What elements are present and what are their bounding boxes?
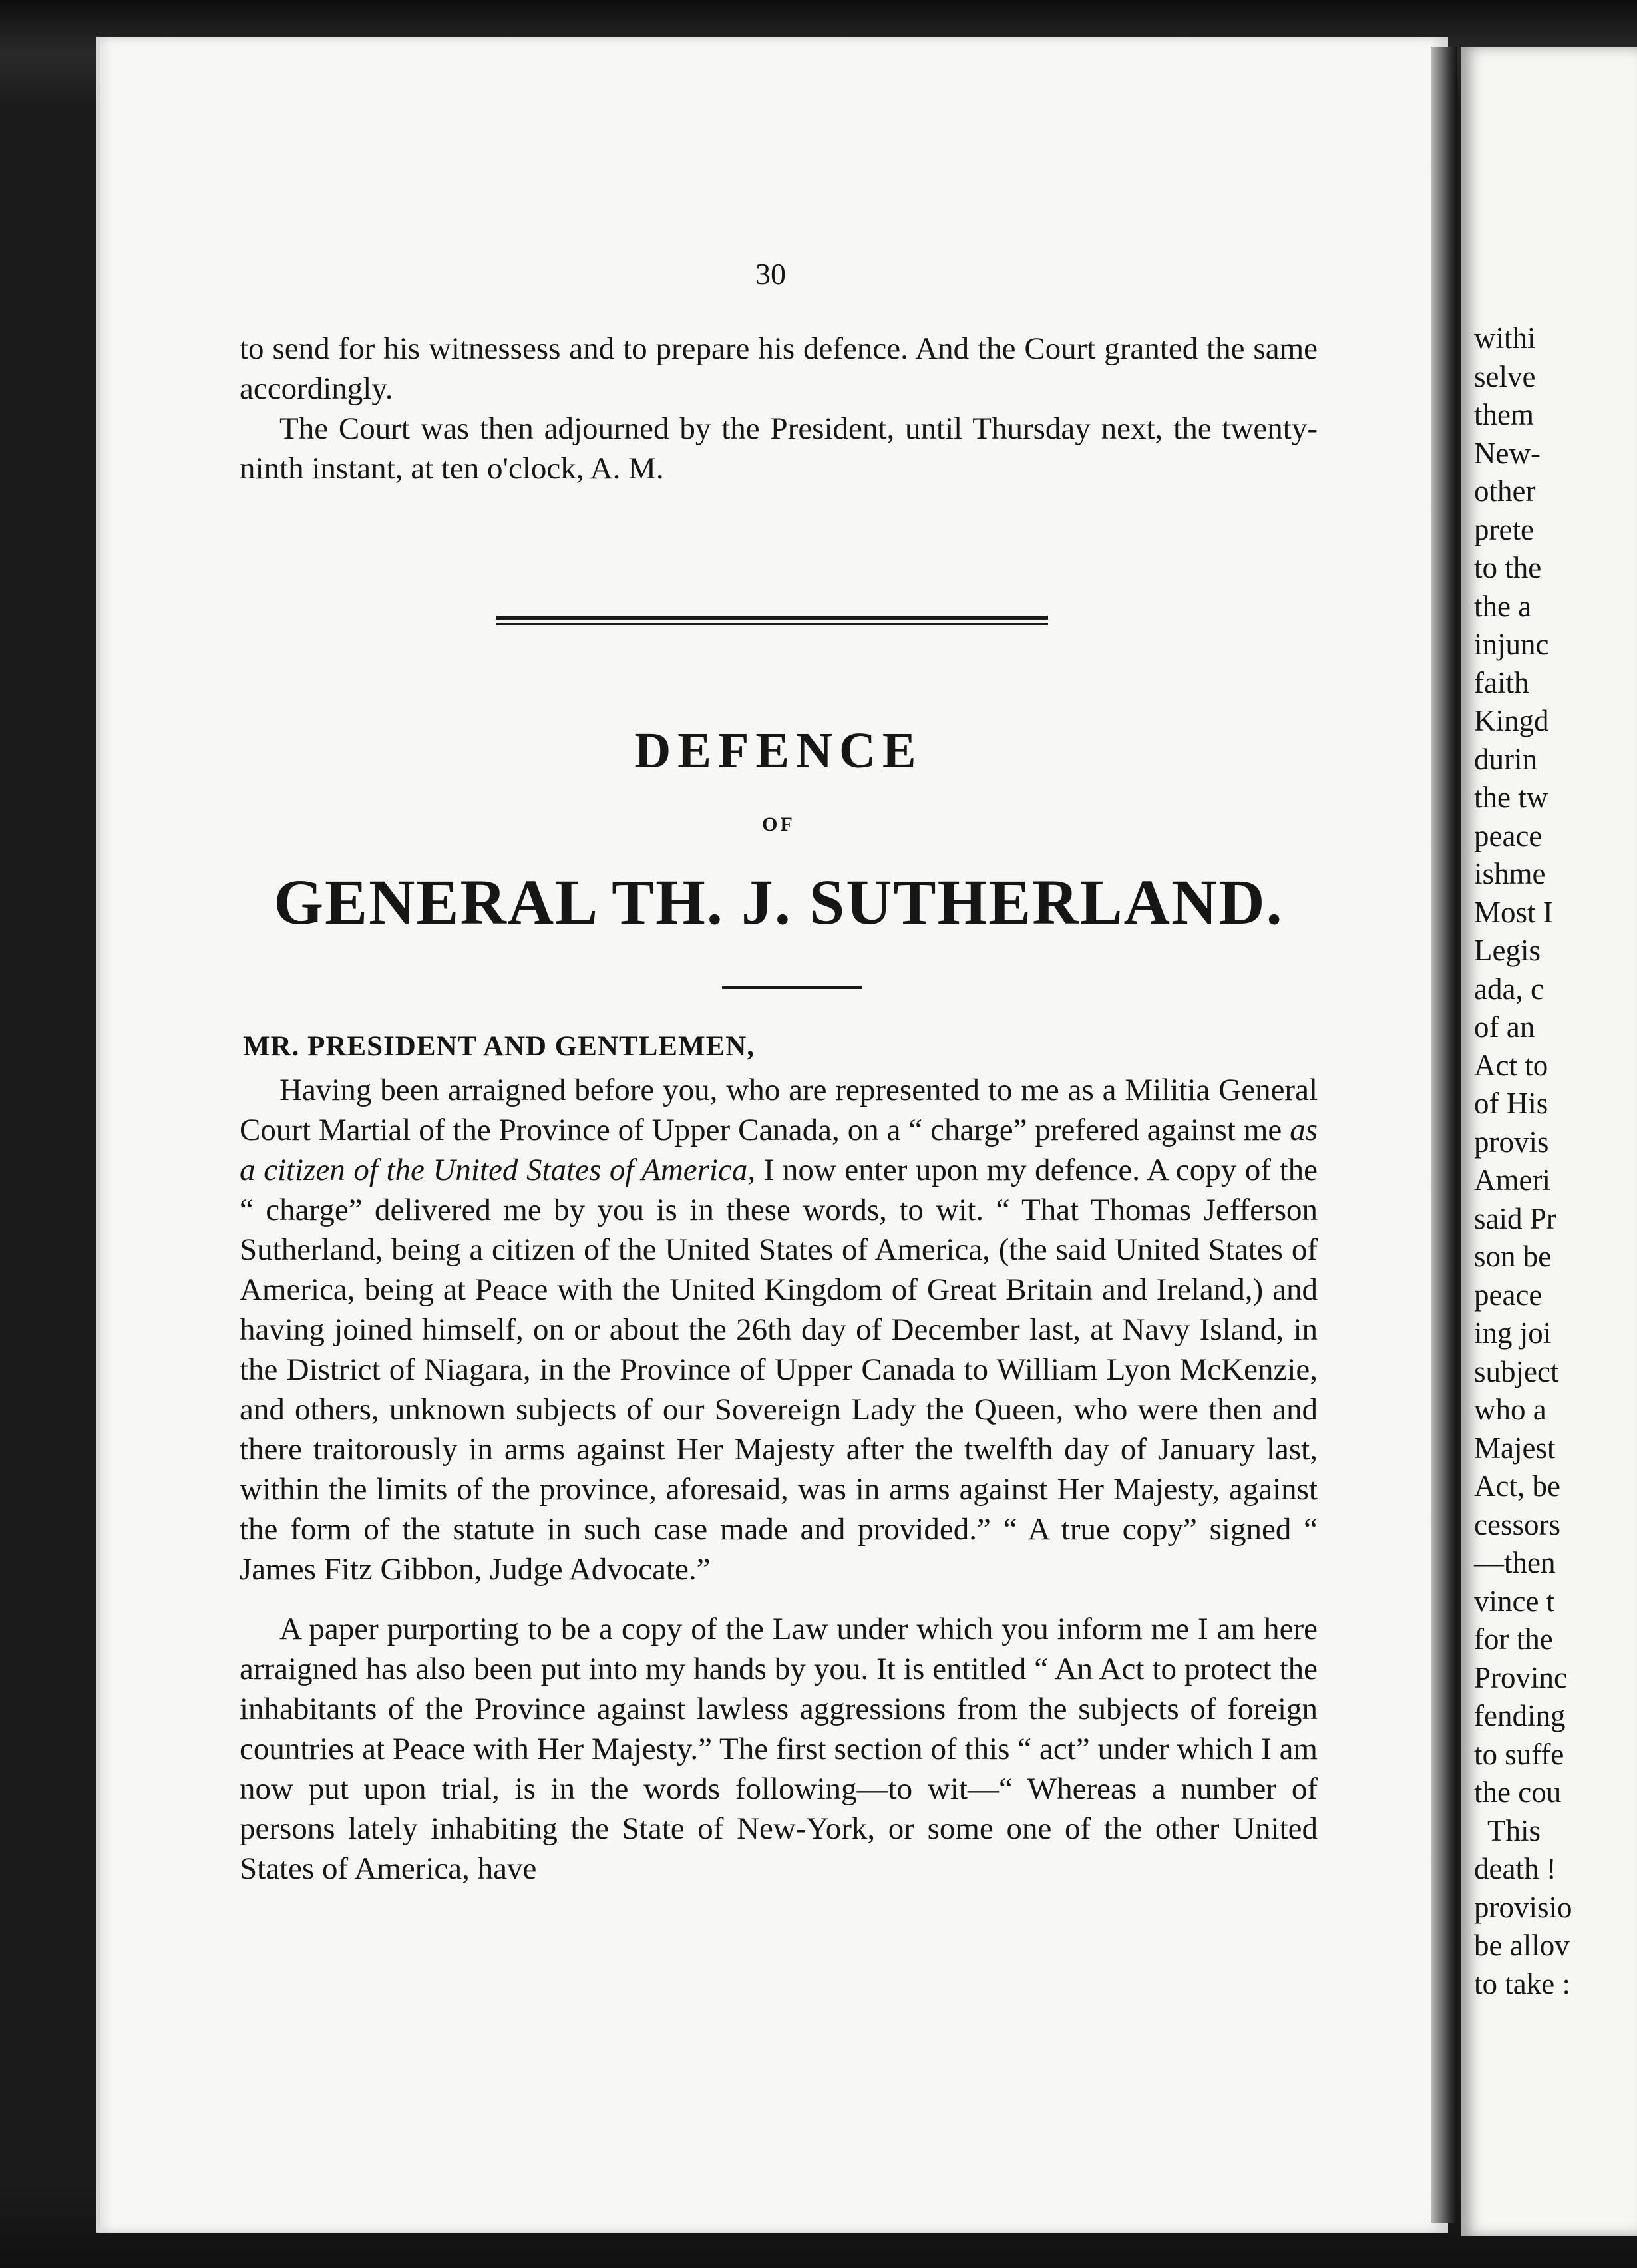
facing-page-line: the tw [1474, 781, 1548, 814]
facing-page-line: ada, c [1474, 972, 1544, 1006]
facing-page-line: Ameri [1474, 1163, 1550, 1197]
body-paragraph-1-part-a: Having been arraigned before you, who are represented to me as a Militia General Court Martial of the Province of Upper Canada, on a “ charge” prefered against me [240, 1073, 1318, 1147]
facing-page-line: son be [1474, 1240, 1552, 1273]
facing-page-line: fending [1474, 1699, 1566, 1732]
facing-page-line: to the [1474, 551, 1542, 584]
facing-page-line: Legis [1474, 934, 1541, 967]
facing-page-line: to take : [1474, 1967, 1570, 2000]
facing-page-line: injunc [1474, 628, 1549, 661]
facing-page-line: ing joi [1474, 1316, 1552, 1350]
facing-page-line: them [1474, 398, 1534, 431]
facing-page-line: Most I [1474, 895, 1553, 929]
body-paragraph-1-italic: as a citizen of the United States of America, [240, 1113, 1318, 1187]
facing-page-line: subject [1474, 1354, 1559, 1388]
section-divider [496, 616, 1048, 625]
title-name: GENERAL TH. J. SUTHERLAND. [273, 866, 1284, 938]
facing-page-line: of His [1474, 1087, 1548, 1120]
intro-text [240, 329, 1318, 488]
intro-paragraph-2: The Court was then adjourned by the President, until Thursday next, the twenty-ninth instant, at ten o'clock, A. M. [240, 411, 1318, 486]
facing-page-line: This [1487, 1813, 1541, 1847]
title-underline [722, 986, 862, 989]
facing-page-line: peace [1474, 819, 1543, 852]
facing-page-line: death ! [1474, 1852, 1556, 1885]
facing-page-line: Kingd [1474, 704, 1549, 737]
defence-body [240, 1070, 1318, 1889]
intro-paragraph-1: to send for his witnessess and to prepare his defence. And the Court granted the same accordingly. [240, 331, 1318, 406]
facing-page-line: Act, be [1474, 1469, 1560, 1503]
facing-page-line: peace [1474, 1278, 1543, 1312]
facing-page-line: withi [1474, 321, 1536, 355]
facing-page-line: who a [1474, 1393, 1546, 1426]
facing-page-line: said Pr [1474, 1201, 1556, 1235]
body-paragraph-1 [240, 1070, 1318, 1589]
body-paragraph-2: A paper purporting to be a copy of the Law under which you inform me I am here arraigned has also been put into my hands by you. It is entitled “ An Act to protect the inhabitants of the Province against lawless aggressions from the subjects of foreign countries at Peace with Her Majesty.” The first section of this “ act” under which I am now put upon trial, is in the words following—to wit—“ Whereas a number of persons lately inhabiting the State of New-York, or some one of the other United States of America, have [240, 1612, 1318, 1886]
page-number: 30 [755, 257, 786, 291]
facing-page-line: the cou [1474, 1776, 1562, 1809]
facing-page-line: provis [1474, 1125, 1549, 1159]
facing-page-line: the a [1474, 589, 1532, 623]
facing-page-line: —then [1474, 1546, 1556, 1579]
facing-page-line: cessors [1474, 1507, 1560, 1541]
book-gutter [1431, 47, 1457, 2223]
facing-page-line: to suffe [1474, 1737, 1564, 1771]
facing-page-line: ishme [1474, 857, 1546, 890]
facing-page-line: New- [1474, 436, 1541, 470]
body-paragraph-1-part-b: I now enter upon my defence. A copy of the “ charge” delivered me by you is in these words, to wit. “ That Thomas Jefferson Sutherland, being a citizen of the United States of America, (the said United States of America, being at Peace with the United Kingdom of Great Britain and Ireland,) and having joined himself, on or about the 26th day of December last, at Navy Island, in the District of Niagara, in the Province of Upper Canada to William Lyon McKenzie, and others, unknown subjects of our Sovereign Lady the Queen, who were then and there traitorously in arms against Her Majesty after the twelfth day of January last, within the limits of the province, aforesaid, was in arms against Her Majesty, against the form of the statute in such case made and provided.” “ A true copy” signed “ James Fitz Gibbon, Judge Advocate.” [240, 1153, 1318, 1587]
facing-page-line: Majest [1474, 1431, 1556, 1465]
facing-page-line: durin [1474, 742, 1537, 776]
facing-page-line: other [1474, 474, 1536, 508]
facing-page-line: vince t [1474, 1584, 1555, 1618]
facing-page-line: provisio [1474, 1890, 1572, 1924]
facing-page-line: Act to [1474, 1048, 1548, 1082]
facing-page-line: selve [1474, 359, 1536, 393]
facing-page-line: for the [1474, 1622, 1553, 1656]
facing-page-line: faith [1474, 665, 1529, 699]
facing-page-text [1474, 319, 1637, 2003]
facing-page-line: of an [1474, 1010, 1535, 1043]
salutation: MR. PRESIDENT AND GENTLEMEN, [243, 1031, 755, 1062]
title-defence: DEFENCE [634, 723, 923, 779]
facing-page-line: be allov [1474, 1929, 1570, 1962]
title-of: OF [762, 813, 795, 835]
facing-page-line: Provinc [1474, 1660, 1567, 1694]
facing-page-line: prete [1474, 512, 1534, 546]
